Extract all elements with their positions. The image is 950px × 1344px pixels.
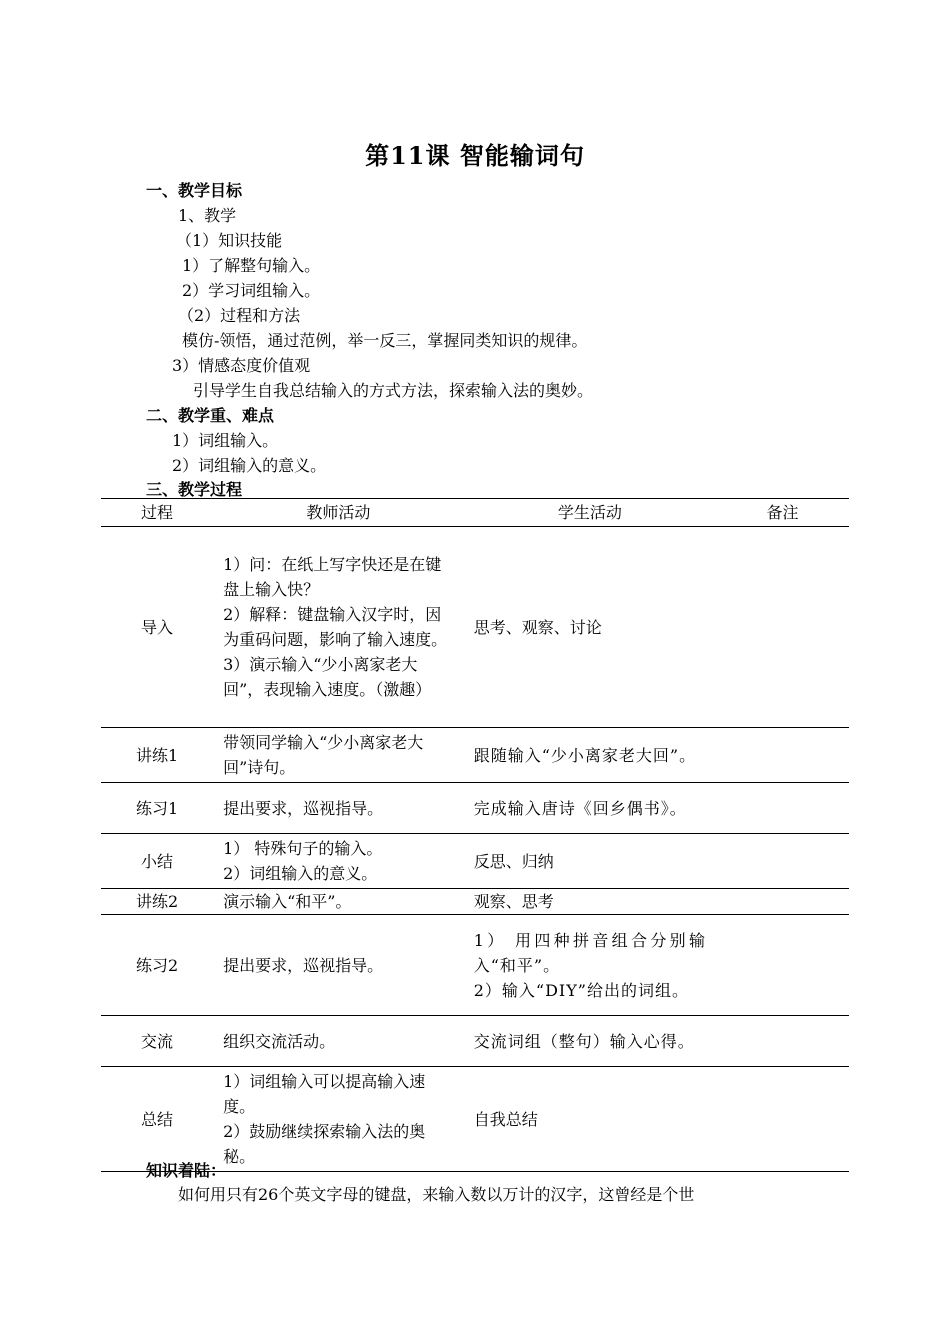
note-cell (716, 728, 849, 783)
teacher-cell (213, 1016, 464, 1067)
student-line: 2）输入“DIY”给出的词组。 (473, 980, 689, 1000)
objective-point: 2）学习词组输入。 (182, 281, 321, 300)
teacher-line: 组织交流活动。 (223, 1031, 336, 1051)
stage-cell: 讲练1 (101, 728, 213, 783)
stage-cell: 总结 (101, 1067, 213, 1172)
knowledge-text: 如何用只有26个英文字母的键盘，来输入数以万计的汉字，这曾经是个世 (178, 1185, 695, 1204)
stage-cell: 练习2 (101, 915, 213, 1016)
section-heading-process: 三、教学过程 (146, 480, 243, 499)
student-cell (464, 728, 716, 783)
objective-point: 1）了解整句输入。 (182, 256, 321, 275)
header-student-activity: 学生活动 (464, 499, 716, 527)
stage-cell: 交流 (101, 1016, 213, 1067)
student-cell (464, 783, 716, 834)
student-cell (464, 527, 716, 728)
table-row (101, 915, 849, 1016)
teacher-cell (213, 1067, 464, 1172)
table-header-row (101, 499, 849, 527)
student-cell (464, 915, 716, 1016)
table-row (101, 728, 849, 783)
teacher-cell (213, 728, 464, 783)
objective-text: 模仿-领悟，通过范例，举一反三，掌握同类知识的规律。 (182, 331, 588, 350)
table-row (101, 1067, 849, 1172)
objective-text: 引导学生自我总结输入的方式方法，探索输入法的奥妙。 (193, 381, 594, 400)
student-line: 观察、思考 (473, 892, 554, 911)
student-cell (464, 889, 716, 915)
note-cell (716, 527, 849, 728)
table-row (101, 527, 849, 728)
student-line: 反思、归纳 (473, 851, 554, 871)
teacher-line: 2）鼓励继续探索输入法的奥秘。 (223, 1122, 426, 1166)
teacher-line: 1）词组输入可以提高输入速度。 (223, 1072, 426, 1116)
note-cell (716, 834, 849, 889)
header-stage: 过程 (101, 499, 213, 527)
section-heading-keypoints: 二、教学重、难点 (146, 406, 275, 425)
teacher-cell (213, 915, 464, 1016)
note-cell (716, 783, 849, 834)
teacher-cell (213, 834, 464, 889)
lesson-process-table (101, 498, 849, 1172)
student-line: 思考、观察、讨论 (473, 617, 602, 637)
teacher-cell (213, 783, 464, 834)
objective-subheading: （2）过程和方法 (178, 306, 301, 325)
page-title: 第11课 智能输词句 (365, 141, 585, 170)
table-row (101, 889, 849, 915)
student-line: 跟随输入“少小离家老大回”。 (473, 745, 697, 765)
section-heading-objectives: 一、教学目标 (146, 181, 243, 200)
teacher-line: 带领同学输入“少小离家老大回”诗句。 (223, 733, 424, 777)
student-line: 1） 用四种拼音组合分别输入“和平”。 (473, 930, 707, 975)
student-line: 交流词组（整句）输入心得。 (473, 1031, 695, 1051)
stage-cell: 导入 (101, 527, 213, 728)
teacher-line: 3）演示输入“少小离家老大回”，表现输入速度。（激趣） (223, 655, 432, 699)
student-cell (464, 1016, 716, 1067)
header-notes: 备注 (716, 499, 849, 527)
note-cell (716, 915, 849, 1016)
objective-subheading: （1）知识技能 (176, 231, 283, 250)
teacher-line: 提出要求，巡视指导。 (223, 955, 384, 975)
student-line: 完成输入唐诗《回乡偶书》。 (473, 798, 687, 818)
teacher-line: 提出要求，巡视指导。 (223, 798, 384, 818)
note-cell (716, 1016, 849, 1067)
header-teacher-activity: 教师活动 (213, 499, 464, 527)
student-cell (464, 1067, 716, 1172)
keypoint-item: 1）词组输入。 (172, 431, 279, 450)
teacher-line: 1） 特殊句子的输入。 (223, 839, 383, 858)
teacher-cell (213, 527, 464, 728)
table-row (101, 1016, 849, 1067)
note-cell (716, 889, 849, 915)
table-row (101, 783, 849, 834)
knowledge-heading: 知识着陆： (146, 1161, 227, 1180)
objective-subheading: 3）情感态度价值观 (172, 356, 311, 375)
teacher-cell (213, 889, 464, 915)
teacher-line: 2）解释：键盘输入汉字时，因为重码问题，影响了输入速度。 (223, 605, 448, 649)
objective-item: 1、教学 (178, 206, 237, 225)
teacher-line: 2）词组输入的意义。 (223, 864, 378, 883)
stage-cell: 小结 (101, 834, 213, 889)
note-cell (716, 1067, 849, 1172)
stage-cell: 讲练2 (101, 889, 213, 915)
student-cell (464, 834, 716, 889)
stage-cell: 练习1 (101, 783, 213, 834)
keypoint-item: 2）词组输入的意义。 (172, 456, 327, 475)
table-row (101, 834, 849, 889)
teacher-line: 1）问：在纸上写字快还是在键盘上输入快？ (223, 555, 442, 599)
student-line: 自我总结 (473, 1109, 538, 1129)
teacher-line: 演示输入“和平”。 (223, 892, 352, 911)
